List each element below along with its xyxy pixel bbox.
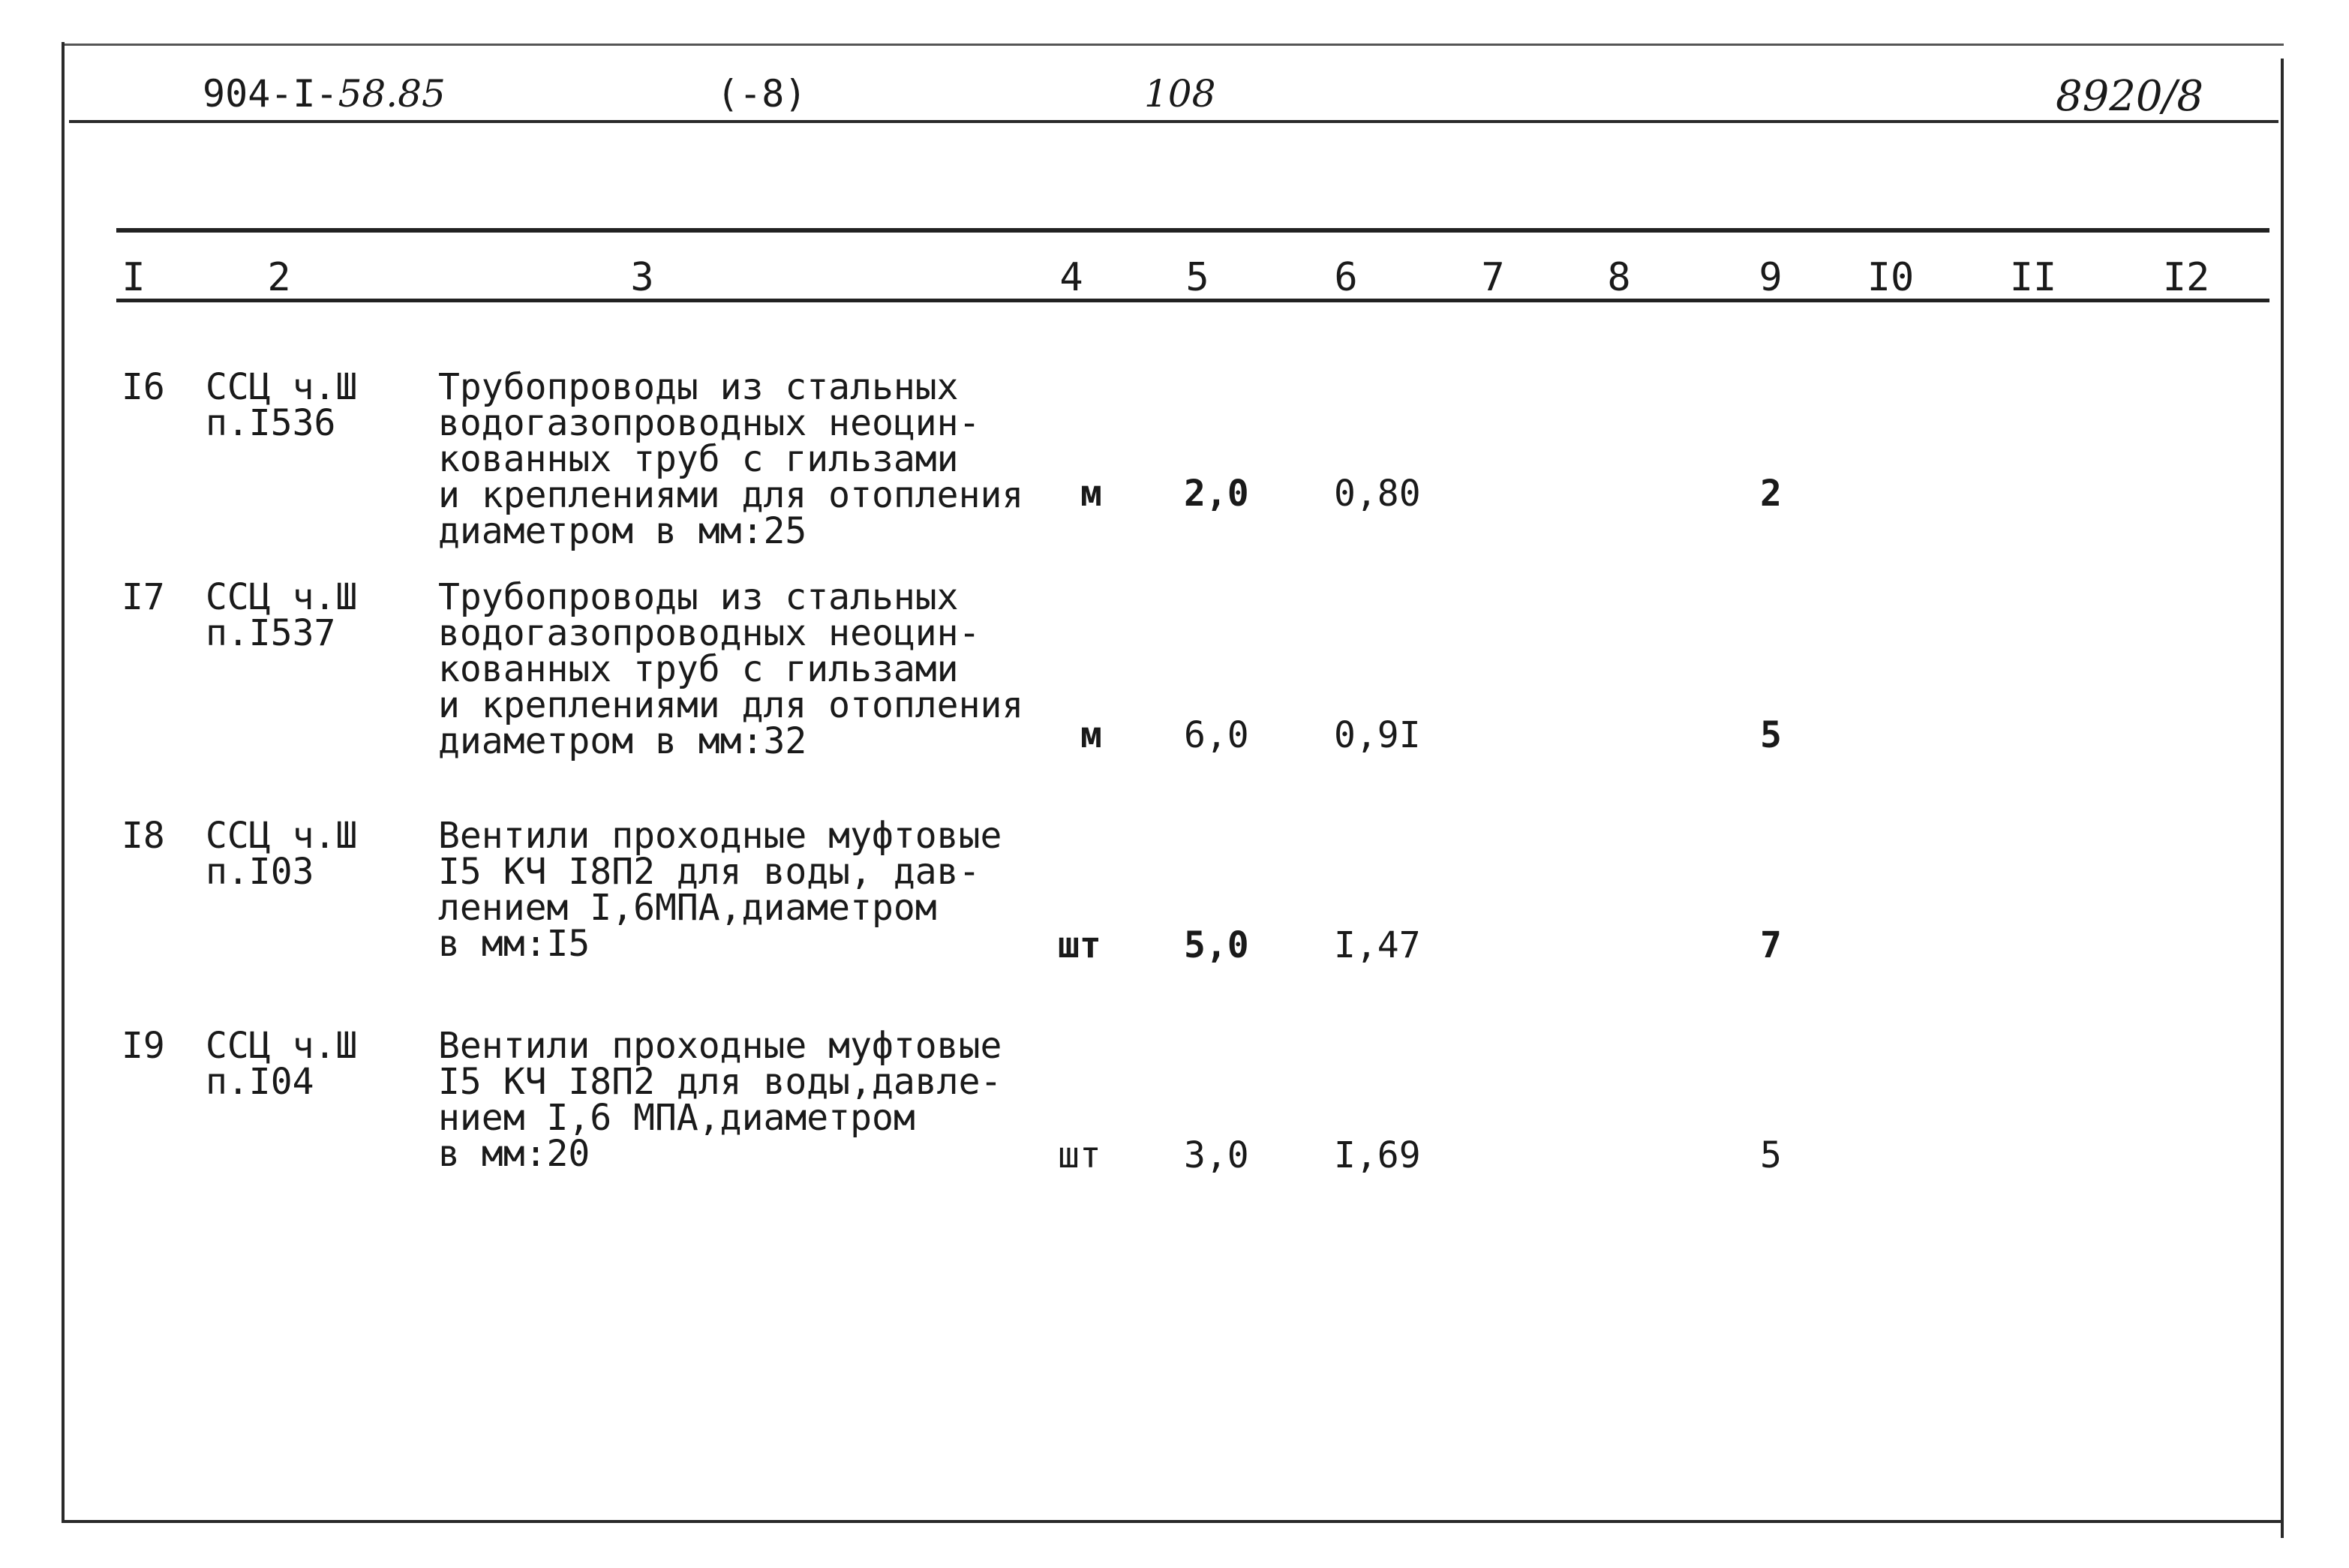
description-line: водогазопроводных неоцин- xyxy=(438,402,981,444)
description-line: в мм:I5 xyxy=(438,923,590,965)
row-reference-line2: п.I537 xyxy=(206,612,336,654)
row-unit: м xyxy=(1080,473,1102,515)
row-total: 5 xyxy=(1760,714,1782,756)
row-reference-line1: ССЦ ч.Ш xyxy=(206,366,358,408)
row-reference-line2: п.I04 xyxy=(206,1061,314,1103)
header-underline xyxy=(69,120,2278,123)
description-line: Трубопроводы из стальных xyxy=(438,576,959,618)
row-description xyxy=(438,366,1024,552)
description-line: кованных труб с гильзами xyxy=(438,648,959,690)
column-number-10: I0 xyxy=(1867,255,1915,300)
description-line: Трубопроводы из стальных xyxy=(438,366,959,408)
row-description xyxy=(438,815,1002,965)
page-number: 108 xyxy=(1144,72,1216,116)
column-number-8: 8 xyxy=(1607,255,1631,300)
description-line: водогазопроводных неоцин- xyxy=(438,612,981,654)
column-number-7: 7 xyxy=(1481,255,1505,300)
row-reference-line1: ССЦ ч.Ш xyxy=(206,576,358,618)
table-header-top-rule xyxy=(116,228,2269,233)
description-line: диаметром в мм:32 xyxy=(438,720,807,762)
column-number-11: II xyxy=(2009,255,2057,300)
row-reference-line2: п.I03 xyxy=(206,851,314,893)
description-line: в мм:20 xyxy=(438,1133,590,1175)
description-line: кованных труб с гильзами xyxy=(438,438,959,480)
description-line: диаметром в мм:25 xyxy=(438,510,807,552)
row-reference-line2: п.I536 xyxy=(206,402,336,444)
row-number: I8 xyxy=(122,815,165,857)
description-line: I5 КЧ I8П2 для воды, дав- xyxy=(438,851,981,893)
column-number-4: 4 xyxy=(1059,255,1083,300)
row-quantity: 3,0 xyxy=(1184,1134,1249,1176)
column-number-1: I xyxy=(122,255,146,300)
row-price: I,47 xyxy=(1334,924,1421,966)
row-quantity: 6,0 xyxy=(1184,714,1249,756)
column-number-2: 2 xyxy=(267,255,291,300)
row-number: I7 xyxy=(122,576,165,618)
document-code-prefix: 904-I- xyxy=(203,72,338,116)
row-number: I6 xyxy=(122,366,165,408)
frame-left-border xyxy=(62,42,65,1521)
row-price: 0,9I xyxy=(1334,714,1421,756)
frame-bottom-border xyxy=(62,1520,2284,1523)
description-line: и креплениями для отопления xyxy=(438,474,1024,516)
row-reference-line1: ССЦ ч.Ш xyxy=(206,815,358,857)
description-line: Вентили проходные муфтовые xyxy=(438,1025,1002,1067)
column-number-3: 3 xyxy=(630,255,654,300)
row-total: 2 xyxy=(1760,473,1782,515)
row-unit: м xyxy=(1080,714,1102,756)
column-number-5: 5 xyxy=(1185,255,1209,300)
row-quantity: 5,0 xyxy=(1184,924,1249,966)
row-number: I9 xyxy=(122,1025,165,1067)
row-price: I,69 xyxy=(1334,1134,1421,1176)
document-code-suffix: 58.85 xyxy=(338,72,446,116)
document-code xyxy=(203,72,446,116)
row-unit: шт xyxy=(1058,1134,1101,1176)
row-description xyxy=(438,576,1024,762)
sheet-number: (-8) xyxy=(716,72,807,116)
column-number-9: 9 xyxy=(1759,255,1783,300)
description-line: и креплениями для отопления xyxy=(438,684,1024,726)
description-line: лением I,6МПА,диаметром xyxy=(438,887,937,929)
description-line: нием I,6 МПА,диаметром xyxy=(438,1097,915,1139)
frame-right-border xyxy=(2281,59,2284,1538)
row-description xyxy=(438,1025,1002,1175)
column-number-6: 6 xyxy=(1334,255,1358,300)
row-unit: шт xyxy=(1058,924,1101,966)
description-line: Вентили проходные муфтовые xyxy=(438,815,1002,857)
row-reference-line1: ССЦ ч.Ш xyxy=(206,1025,358,1067)
column-number-12: I2 xyxy=(2162,255,2210,300)
frame-top-border xyxy=(62,44,2284,46)
row-quantity: 2,0 xyxy=(1184,473,1249,515)
row-price: 0,80 xyxy=(1334,473,1421,515)
row-total: 7 xyxy=(1760,924,1782,966)
row-total: 5 xyxy=(1760,1134,1782,1176)
inventory-number: 8920/8 xyxy=(2056,72,2204,121)
description-line: I5 КЧ I8П2 для воды,давле- xyxy=(438,1061,1002,1103)
